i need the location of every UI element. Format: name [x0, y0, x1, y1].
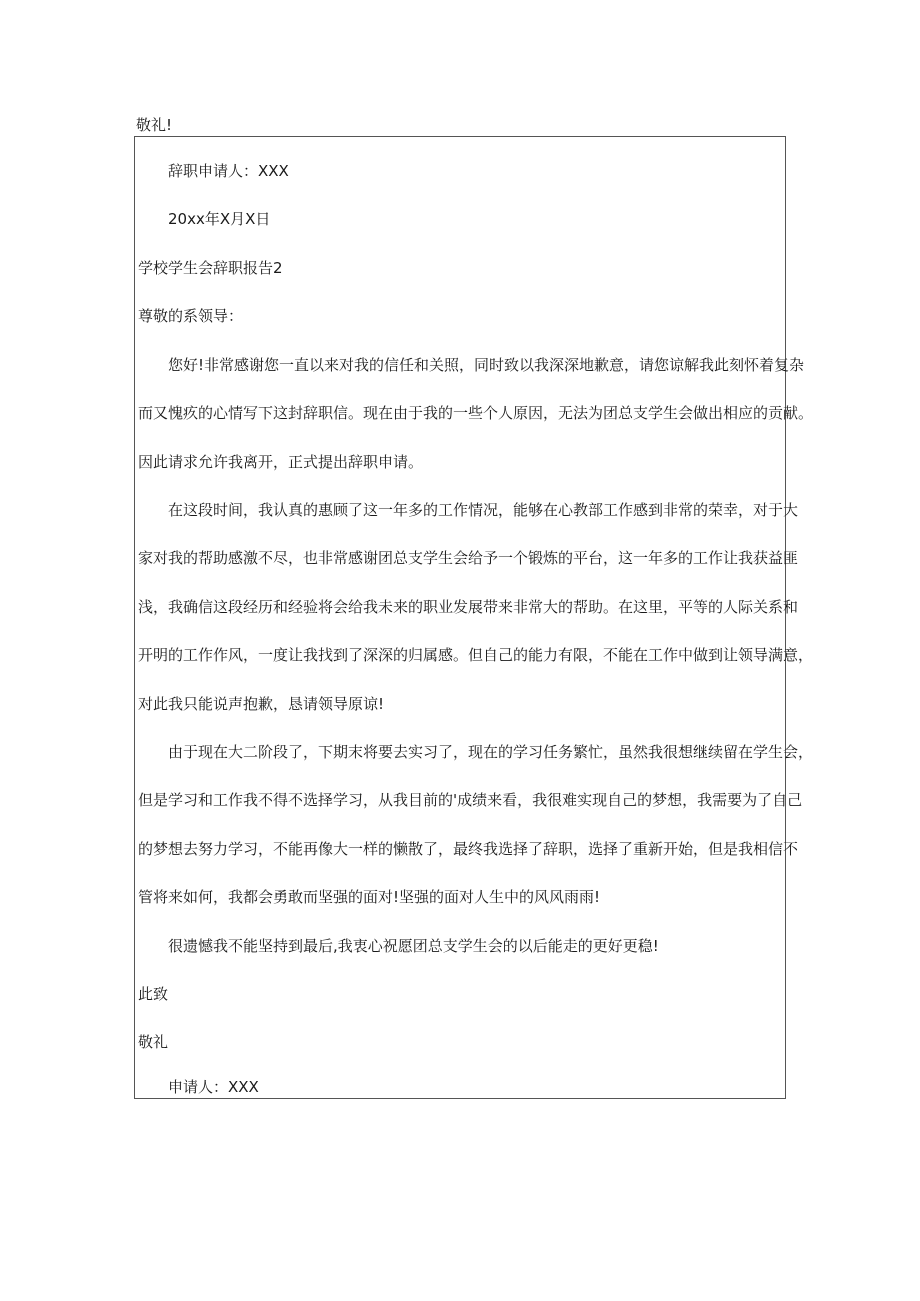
letter-frame	[134, 136, 814, 1099]
date-line: 20xx年X月X日	[168, 210, 271, 228]
closing-jing-li: 敬礼	[138, 1033, 169, 1051]
paragraph-3-line-3: 的梦想去努力学习，不能再像大一样的懒散了，最终我选择了辞职，选择了重新开始，但是我相信不	[138, 840, 799, 858]
salutation: 尊敬的系领导：	[138, 307, 244, 325]
paragraph-2-line-4: 开明的工作作风，一度让我找到了深深的归属感。但自己的能力有限，不能在工作中做到让领导满意，	[138, 646, 814, 664]
paragraph-3-line-4: 管将来如何，我都会勇敢而坚强的面对!坚强的面对人生中的风风雨雨!	[138, 888, 601, 906]
paragraph-3-line-2: 但是学习和工作我不得不选择学习，从我目前的'成绩来看，我很难实现自己的梦想，我需要为了自己	[138, 791, 803, 809]
paragraph-1-line-2: 而又愧疚的心情写下这封辞职信。现在由于我的一些个人原因，无法为团总支学生会做出相应的贡献。	[138, 404, 814, 422]
paragraph-2-line-3: 浅，我确信这段经历和经验将会给我未来的职业发展带来非常大的帮助。在这里，平等的人际关系和	[138, 598, 799, 616]
paragraph-2-line-1: 在这段时间，我认真的惠顾了这一年多的工作情况，能够在心教部工作感到非常的荣幸，对于大	[168, 501, 799, 519]
paragraph-2-line-5: 对此我只能说声抱歉，恳请领导原谅!	[138, 695, 385, 713]
resignation-applicant-line: 辞职申请人：XXX	[168, 162, 289, 180]
letter-title: 学校学生会辞职报告2	[138, 259, 283, 277]
paragraph-2-line-2: 家对我的帮助感激不尽，也非常感谢团总支学生会给予一个锻炼的平台，这一年多的工作让我获益匪	[138, 549, 799, 567]
closing-salutation-top: 敬礼!	[136, 116, 173, 134]
closing-ci-zhi: 此致	[138, 985, 169, 1003]
paragraph-3-line-1: 由于现在大二阶段了，下期末将要去实习了，现在的学习任务繁忙，虽然我很想继续留在学生会，	[168, 743, 814, 761]
paragraph-4-line-1: 很遗憾我不能坚持到最后,我衷心祝愿团总支学生会的以后能走的更好更稳!	[168, 937, 659, 955]
paragraph-1-line-1: 您好!非常感谢您一直以来对我的信任和关照，同时致以我深深地歉意，请您谅解我此刻怀着复杂	[168, 356, 805, 374]
applicant-signature-line: 申请人：XXX	[168, 1078, 259, 1096]
paragraph-1-line-3: 因此请求允许我离开，正式提出辞职申请。	[138, 453, 424, 471]
